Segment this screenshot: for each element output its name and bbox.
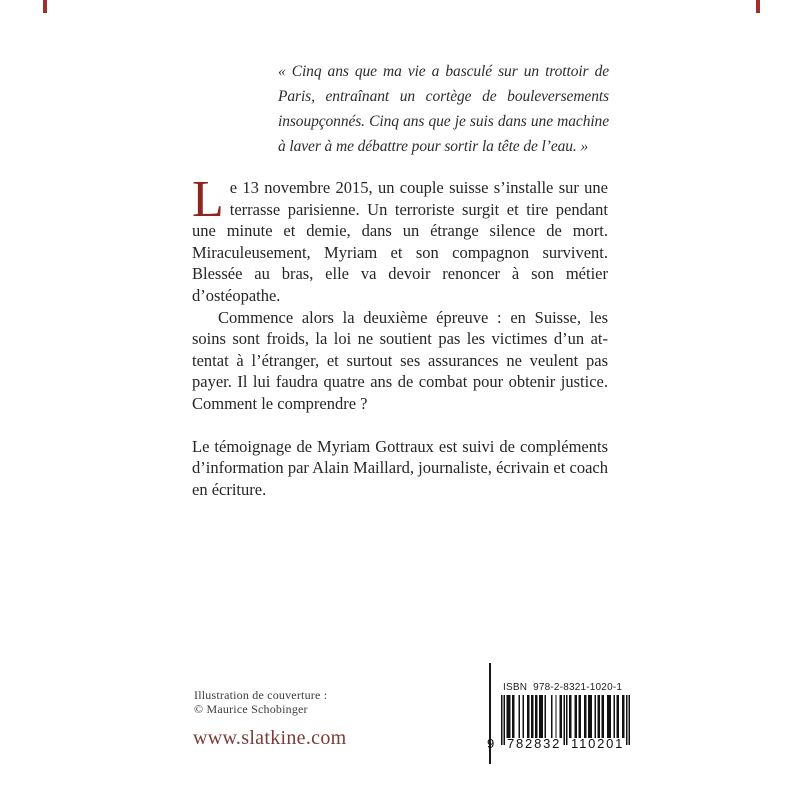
second-paragraph: Commence alors la deuxième épreuve : en Suisse, les soins sont froids, la loi ne soutient pas les victimes d’un attentat à l’étranger, et surtout ses assurances ne veulent pas payer. Il lui faudra quatre ans de combat pour obtenir justice. Comment le comprendre ?: [192, 307, 608, 413]
red-trim-mark-right: [756, 0, 760, 13]
publisher-website: www.slatkine.com: [193, 727, 347, 749]
cover-credit: [194, 689, 327, 716]
intro-paragraph: [192, 171, 608, 307]
cover-credit-line1: Illustration de couverture :: [194, 688, 328, 702]
barcode-digit-group-2: 782832: [507, 736, 562, 751]
isbn-label: ISBN 978-2-8321-1020-1: [503, 682, 623, 693]
isbn-barcode-block: [487, 660, 639, 768]
author-note-paragraph: Le témoignage de Myriam Gottraux est suivi de compléments d’information par Alain Maillard, journaliste, écrivain et coach en écriture.: [192, 436, 608, 499]
barcode-digit-group-3: 110201: [571, 736, 625, 751]
barcode-digit-group-1: 9: [487, 736, 495, 751]
red-trim-mark-left: [43, 0, 47, 13]
cover-credit-line2: © Maurice Schobinger: [194, 701, 308, 716]
back-cover-text: [192, 171, 608, 500]
pull-quote: « Cinq ans que ma vie a basculé sur un trottoir de Paris, entraînant un cortège de bouleversements insoupçonnés. Cinq ans que je suis dans une machine à laver à me débattre pour sortir la tête de l’eau. »: [278, 63, 609, 155]
intro-paragraph-text: e 13 novembre 2015, un couple suisse s’installe sur une terrasse parisienne. Un terroriste surgit et tire pendant une minute et demie, dans un étrange silence de mort. Miraculeusement, Myriam et son compagnon survivent. Blessée au bras, elle va devoir renoncer à son métier d’ostéopathe.: [192, 178, 608, 305]
drop-cap: L: [192, 171, 224, 228]
